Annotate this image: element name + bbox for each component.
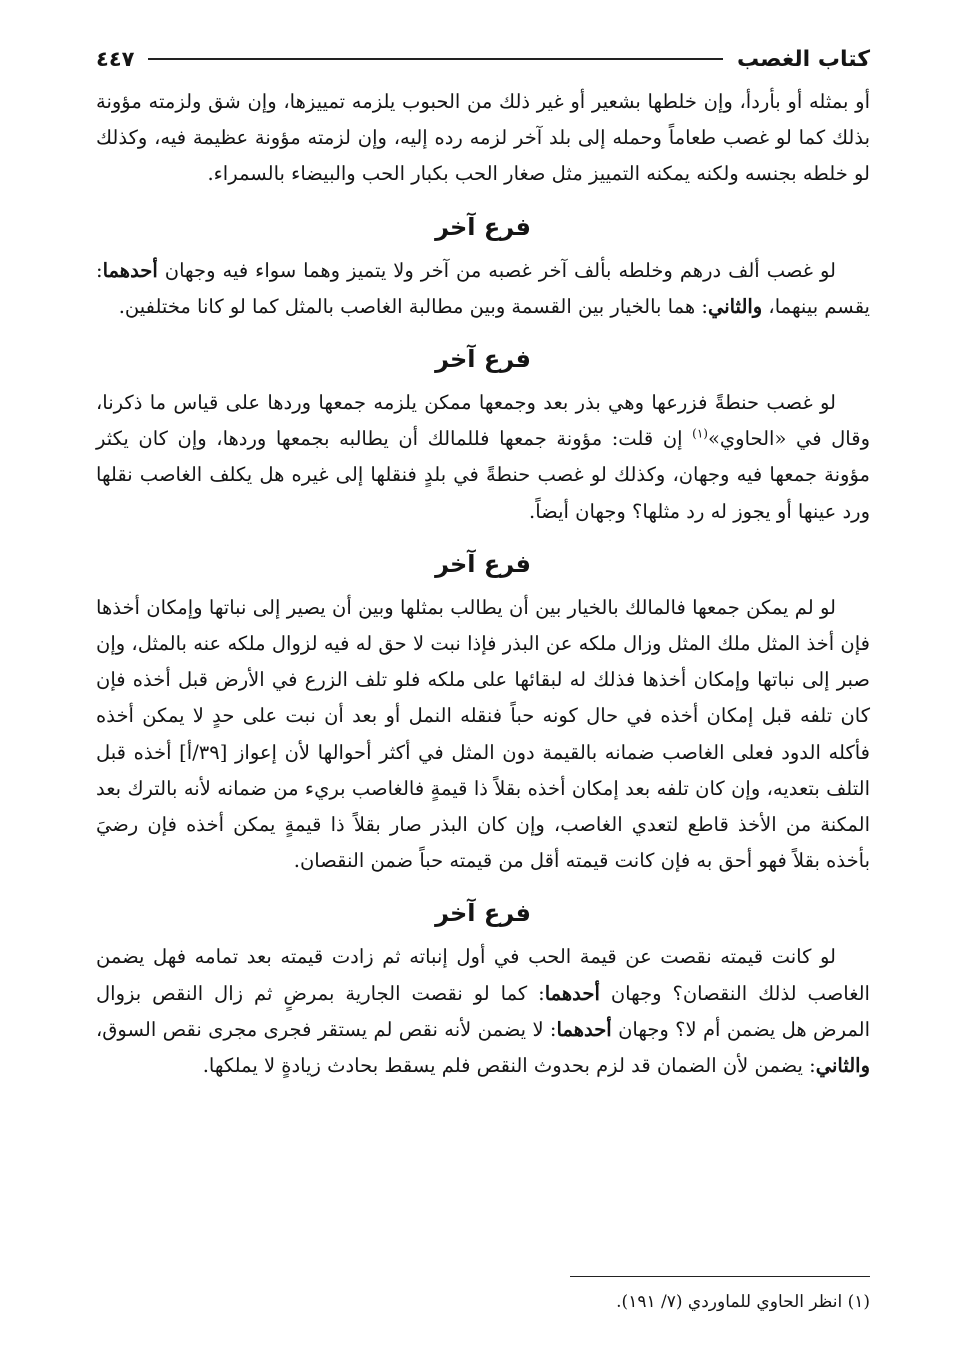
section-paragraph — [96, 253, 870, 325]
text-run: : يضمن لأن الضمان قد لزم بحدوث النقص فلم يسقط بحادث زيادةٍ لا يملكها. — [202, 1054, 816, 1078]
section-heading: فرع آخر — [435, 899, 531, 928]
book-page — [96, 36, 870, 1346]
text-run: : يقسم بينهما، — [96, 258, 870, 318]
section-heading: فرع آخر — [435, 549, 531, 578]
text-run: إن قلت: مؤونة جمعها فللمالك أن يطالبه بجمعها وردها، وإن كان يكثر مؤونة جمعها فيه وجهان، وكذلك لو غصب حنطةً في بلدٍ فنقلها إلى غيره هل يكلف الغاصب نقلها ورد عينها أو يجوز له رد مثلها؟ وجهان أيضاً. — [96, 427, 870, 523]
page-number: ٤٤٧ — [96, 47, 135, 71]
footnote: (١) انظر الحاوي للماوردي (٧/ ١٩١). — [616, 1292, 870, 1312]
keyword: أحدهما — [556, 1017, 612, 1041]
text-run: : هما بالخيار بين القسمة وبين مطالبة الغاصب بالمثل كما لو كانا مختلفين. — [118, 294, 708, 318]
header-rule — [148, 58, 723, 60]
section-heading: فرع آخر — [435, 345, 531, 374]
book-title: كتاب الغصب — [737, 46, 870, 72]
page-header — [96, 36, 870, 82]
keyword: والثاني — [815, 1054, 870, 1078]
text-run: لو غصب حنطةً فزرعها وهي بذر بعد وجمعها ممكن يلزمه جمعها وردها على قياس ما ذكرنا، وقال في «الحاوي» — [96, 391, 870, 451]
intro-paragraph: أو بمثله أو بأردأ، وإن خلطها بشعير أو غير ذلك من الحبوب يلزمه تمييزها، وإن شق ولزمته مؤونة بذلك كما لو غصب طعاماً وحمله إلى بلد آخر لزمه رده إليه، وإن لزمته مؤونة عظيمة فيه، وكذلك لو خلطه بجنسه ولكنه يمكنه التمييز مثل صغار الحب بكبار الحب والبيضاء بالسمراء. — [96, 90, 870, 186]
text-run: : لا يضمن لأنه نقص لم يستقر فجرى مجرى نقص السوق، — [96, 1017, 557, 1041]
section-paragraph: لو لم يمكن جمعها فالمالك بالخيار بين أن يطالب بمثلها وبين أن يصير إلى نباتها وإمكان أخذها فإن أخذ المثل ملك المثل وزال ملكه عن البذر فإذا نبت لا حق له فيه لزوال ملكه عنه بالمثل، وإن صبر إلى نباتها وإمكان أخذها فذلك له لبقائها على ملكه فلو تلف الزرع في الأرض قبل أخذه فإن كان تلفه قبل إمكان أخذه في حال كونه حباً فنقله النمل أو بعد أن نبت على حدٍ لا يمكن أخذه فأكله الدود فعلى الغاصب ضمانه بالقيمة دون المثل في أكثر أحوالها لأن إعواز [٣٩/أ] أخذه قبل التلف بتعديه، وإن كان تلفه بعد إمكان أخذه بقلاً ذا قيمةٍ فالغاصب بريء من ضمانه لأنه بالترك بعد المكنة من الأخذ قاطع لتعدي الغاصب، وإن كان البذر صار بقلاً ذا قيمةٍ يمكن أخذه فإن رضيَ بأخذه بقلاً فهو أحق به فإن كانت قيمته أقل من قيمته حباً ضمن النقصان. — [96, 595, 871, 873]
text-run: : كما لو نقصت الجارية بمرضٍ ثم زال النقص بزوال المرض هل يضمن أم لا؟ وجهان — [96, 981, 870, 1041]
keyword: أحدهما — [102, 258, 158, 282]
section-heading: فرع آخر — [435, 212, 531, 241]
section-paragraph — [96, 939, 870, 1084]
page-body — [96, 84, 870, 1084]
keyword: والثاني — [707, 294, 763, 318]
footnote-divider — [570, 1276, 870, 1277]
text-run: لو كانت قيمته نقصت عن قيمة الحب في أول إنباته ثم زادت قيمته بعد تمامه فهل يضمن الغاصب لذلك النقصان؟ وجهان — [96, 945, 870, 1005]
section-paragraph — [96, 385, 870, 530]
text-run: لو غصب ألف درهم وخلطه بألف آخر غصبه من آخر ولا يتميز وهما سواء فيه وجهان — [157, 258, 836, 282]
keyword: أحدهما — [544, 981, 600, 1005]
footnote-reference: (١) — [692, 426, 708, 441]
